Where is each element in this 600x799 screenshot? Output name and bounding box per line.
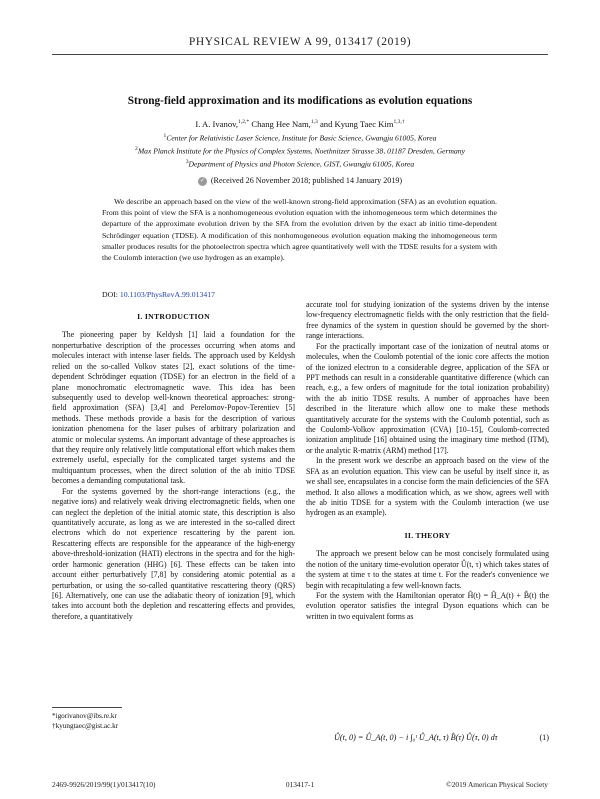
affiliation: $^1$Center for Relativistic Laser Science, Institute for Basic Science, Gwangju 61005, Korea: [163, 133, 437, 143]
author-list: [60, 119, 540, 129]
author-name: and Kyung Taec Kim: [319, 119, 394, 129]
section-heading: II. THEORY: [404, 530, 451, 540]
paragraph: For the system with the Hamiltonian operator Ĥ(t) = Ĥ_A(t) + B̂(t) the evolution operator satisfies the integral Dyson equations which can be written in two equivalent forms as: [306, 590, 549, 621]
section-heading: I. INTRODUCTION: [137, 312, 210, 321]
affiliation: $^2$Max Planck Institute for the Physics of Complex Systems, Noethnitzer Strasse 38, 01187 Dresden, Germany: [135, 146, 465, 156]
paragraph: The pioneering paper by Keldysh [1] laid a foundation for the nonperturbative description of the processes occurring when atoms and molecules interact with intense laser fields. The approach used by Keldysh relied on the so-called Volkov states [2], exact solutions of the time-dependent Schrödinger equation (TDSE) for an electron in the field of a plane monochromatic electromagnetic wave. This idea has been subsequently used to develop well-known theoretical approaches: strong-field approximation (SFA) [3,4] and Perelomov-Popov-Terentiev [5] methods. These methods provide a basis for the description of various ionization phenomena for the laser pulses of arbitrary polarization and atomic or molecular systems. An important advantage of these approaches is that they require only relatively little computational effort which makes them extremely useful, especially for the complicated target systems and the multiquantum processes, when the direct solution of the ab initio TDSE becomes a demanding computational task.: [52, 330, 295, 486]
footer-page-number: 013417-1: [285, 780, 315, 789]
footnote-email[interactable]: *igorivanov@ibs.re.kr: [52, 712, 117, 720]
right-column: [306, 300, 549, 622]
paragraph: In the present work we describe an approach based on the view of the SFA as an evolution equation. This view can be useful by itself since it, as we shall see, encapsulates in a concise form the main deficiencies of the SFA method. It also allows a modification which, as we show, agrees well with the ab initio TDSE for a system with the Coulomb interaction (we use hydrogen as an example).: [306, 456, 549, 518]
author-affil-mark: 1,2,*: [238, 119, 250, 126]
left-column: [52, 312, 295, 622]
footer-issn: 2469-9926/2019/99(1)/013417(10): [52, 780, 156, 789]
affiliations: [60, 131, 540, 170]
abstract: We describe an approach based on the view of the well-known strong-field approximation (SFA) as an evolution equation. From this point of view the SFA is a nonhomogeneous evolution equation with the inhomogeneous term which determines the departure of the approximate evolution driven by the SFA from the evolution driven by the exact ab initio time-dependent Schrödinger equation (TDSE). A modification of this nonhomogeneous evolution equation making the inhomogeneous term smaller produces results for the photoelectron spectra which agree quantitatively well with the TDSE results for a system with the Coulomb interaction (we use hydrogen as an example).: [102, 197, 497, 263]
affiliation: $^3$Department of Physics and Photon Science, GIST, Gwangju 61005, Korea: [185, 159, 415, 169]
journal-header: PHYSICAL REVIEW A 99, 013417 (2019): [188, 36, 412, 48]
equation-number: (1): [539, 733, 549, 742]
footer-copyright: ©2019 American Physical Society: [446, 780, 548, 789]
equation-body: Û(t, 0) = Û_A(t, 0) − i ∫₀ᵗ Û_A(t, τ) B̂(τ) Û(τ, 0) dτ: [334, 733, 498, 742]
author-affil-mark: 1,3,†: [393, 119, 405, 126]
doi-link[interactable]: 10.1103/PhysRevA.99.013417: [119, 290, 215, 299]
footnote-rule: [52, 707, 122, 708]
author-name: Chang Hee Nam,: [251, 119, 311, 129]
footnotes: [52, 712, 295, 731]
paragraph: For the practically important case of the ionization of neutral atoms or molecules, when the Coulomb potential of the ionic core affects the motion of the ionized electron to a considerable degree, application of the SFA or PPT methods can result in a considerable quantitative difference (which can reach, e.g., a few orders of magnitude for the total ionization probability) with the ab initio TDSE results. A number of approaches have been described in the literature which allow one to make these methods quantitatively accurate for the systems with the Coulomb potential, such as the Coulomb-Volkov approximation (CVA) [10–15], Coulomb-corrected ionization amplitude [16] obtained using the imaginary time method (ITM), or the analytic R-matrix (ARM) method [17].: [306, 341, 549, 455]
paragraph: For the systems governed by the short-range interactions (e.g., the negative ions) and relatively weak driving electromagnetic fields, when one can neglect the depletion of the initial atomic state, this description is also quantitatively accurate, as long as we are interested in the so-called direct electrons which do not experience rescattering by the parent ion. Rescattering effects are responsible for the appearance of the high-energy above-threshold-ionization (HATI) electrons in the spectra and for the high-order harmonic generation (HHG) [6]. These effects can be taken into account either perturbatively [7,8] by considering atomic potential as a perturbation, or using the so-called quantitative rescattering theory (QRS) [6]. Alternatively, one can use the adiabatic theory of ionization [9], which takes into account both the depletion and rescattering effects and provides, therefore, a quantitatively: [52, 486, 295, 621]
equation-1: [306, 728, 549, 752]
author-name: I. A. Ivanov,: [195, 119, 239, 129]
paper-title: Strong-field approximation and its modifications as evolution equations: [127, 95, 473, 107]
paragraph: accurate tool for studying ionization of the systems driven by the intense low-frequency electromagnetic fields with the only restriction that the field-free dynamics of the system in question should be governed by the short-range interactions.: [306, 300, 549, 341]
crossmark-icon[interactable]: ✓: [199, 177, 205, 184]
doi-line: DOI: 10.1103/PhysRevA.99.013417: [102, 290, 215, 299]
author-affil-mark: 1,3: [310, 119, 318, 126]
received-dates: ✓ (Received 26 November 2018; published 14 January 2019): [199, 176, 403, 185]
footnote-email[interactable]: †kyungtaec@gist.ac.kr: [52, 721, 119, 730]
paragraph: The approach we present below can be most concisely formulated using the notion of the unitary time-evolution operator Û(t, τ) which takes states of the system at time τ to the states at time t. For the reader's convenience we begin with recapitulating a few well-known facts.: [306, 549, 549, 590]
header-rule: [52, 54, 548, 55]
